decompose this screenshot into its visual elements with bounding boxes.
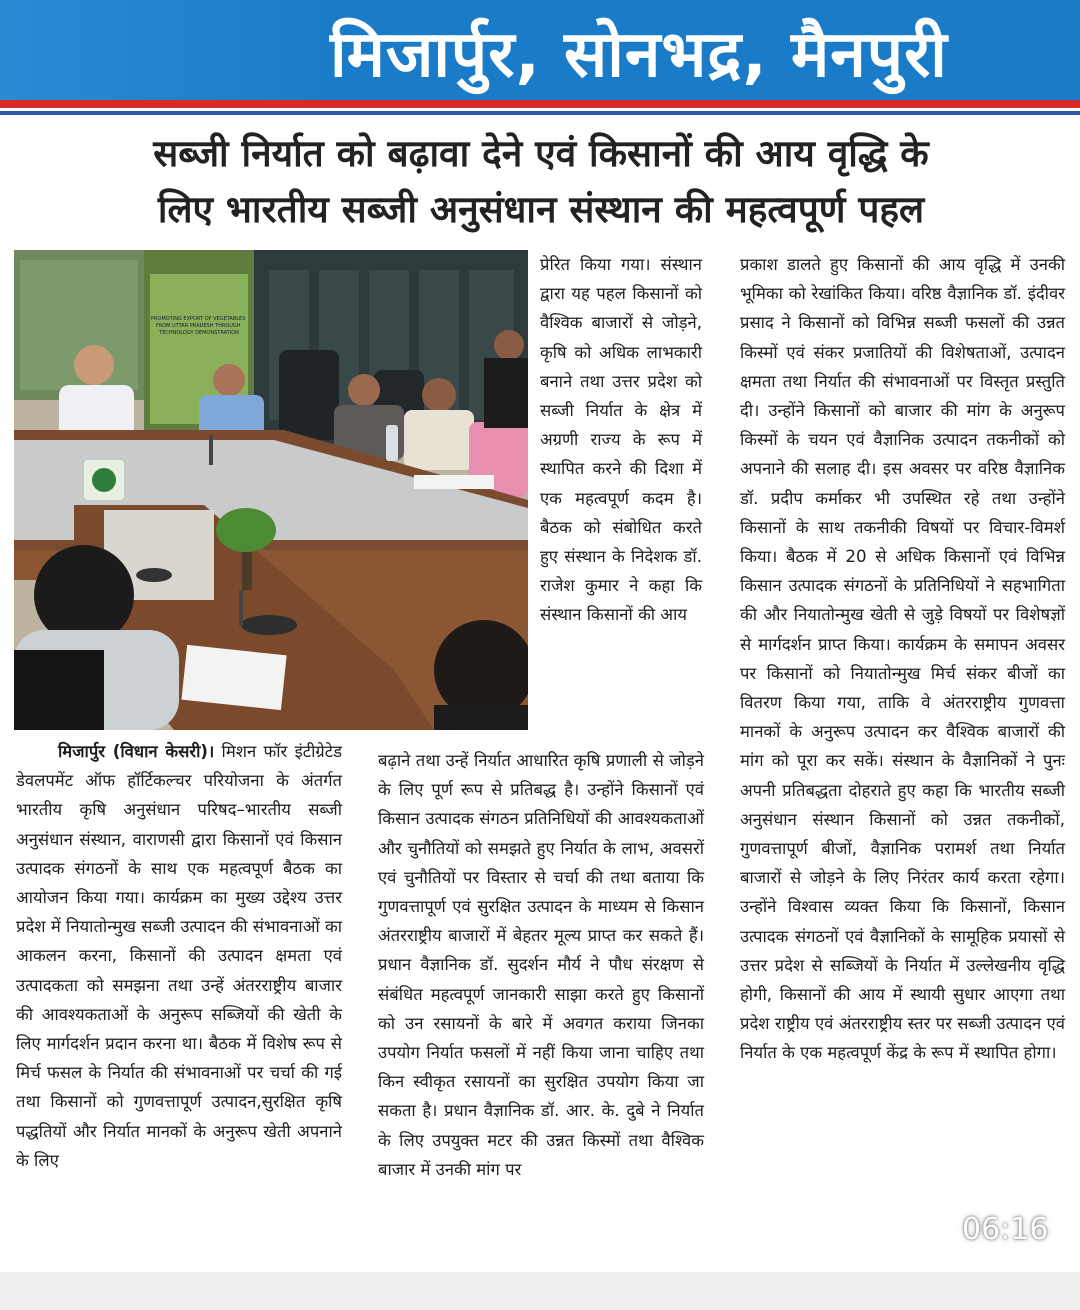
headline-line-2: लिए भारतीय सब्जी अनुसंधान संस्थान की महत्वपूर्ण पहल [157,188,925,231]
masthead-strip [0,0,330,100]
masthead-red-rule [0,100,1080,108]
column-1 [16,737,342,1175]
masthead-band [0,0,1080,100]
headline-line-1: सब्जी निर्यात को बढ़ावा देने एवं किसानों की आय वृद्धि के [153,132,929,175]
masthead-blue-rule [0,111,1080,115]
column-2-top [540,250,702,630]
meeting-photo [14,250,528,730]
column-2-bottom-text: बढ़ाने तथा उन्हें निर्यात आधारित कृषि प्रणाली से जोड़ने के लिए पूर्ण रूप से प्रतिबद्ध है। उन्होंने किसानों एवं किसान उत्पादक संगठन प्रतिनिधियों की आवश्यकताओं और चुनौतियों को समझते हुए निर्यात के लाभ, अवसरों एवं चुनौतियों पर विस्तार से चर्चा की तथा बताया कि गुणवत्तापूर्ण एवं सुरक्षित उत्पादन के माध्यम से किसान अंतरराष्ट्रीय बाजारों में बेहतर मूल्य प्राप्त कर सकते हैं। प्रधान वैज्ञानिक डॉ. सुदर्शन मौर्य ने पौध संरक्षण से संबंधित महत्वपूर्ण जानकारी साझा करते हुए किसानों को उन रसायनों के बारे में अवगत कराया जिनका उपयोग निर्यात फसलों में नहीं किया जाना चाहिए तथा किन स्वीकृत रसायनों का सुरक्षित उपयोग किया जा सकता है। प्रधान वैज्ञानिक डॉ. आर. के. दुबे ने निर्यात के लिए उपयुक्त मटर की उन्नत किस्मों तथा वैश्विक बाजार में उनकी मांग पर [378,751,704,1179]
region-title: मिजार्पुर, सोनभद्र, मैनपुरी [330,18,948,92]
status-clock: 06:16 [962,1212,1049,1247]
article-headline [16,126,1066,238]
column-2-top-text: प्रेरित किया गया। संस्थान द्वारा यह पहल किसानों को वैश्विक बाजारों से जोड़ने, कृषि को अधिक लाभकारी बनाने तथा उत्तर प्रदेश को सब्जी निर्यात के क्षेत्र में अग्रणी राज्य के रूप में स्थापित करने की दिशा में एक महत्वपूर्ण कदम है। बैठक को संबोधित करते हुए संस्थान के निदेशक डॉ. राजेश कुमार ने कहा कि संस्थान किसानों की आय [540,255,702,625]
backdrop-banner-text: PROMOTING EXPORT OF VEGETABLES FROM UTTAR PRADESH THROUGH TECHNOLOGY DEMONSTRATION [151,316,246,336]
column-3-text: प्रकाश डालते हुए किसानों की आय वृद्धि में उनकी भूमिका को रेखांकित किया। वरिष्ठ वैज्ञानिक डॉ. इंदीवर प्रसाद ने किसानों को विभिन्न सब्जी फसलों की उन्नत किस्मों एवं संकर प्रजातियों की विशेषताओं, उत्पादन क्षमता तथा निर्यात की संभावनाओं पर विस्तृत प्रस्तुति दी। उन्होंने किसानों को बाजार की मांग के अनुरूप किस्मों के चयन एवं वैज्ञानिक उत्पादन तकनीकों को अपनाने की सलाह दी। इस अवसर पर वरिष्ठ वैज्ञानिक डॉ. प्रदीप कर्माकर भी उपस्थित रहे तथा उन्होंने किसानों के साथ तकनीकी विषयों पर विचार-विमर्श किया। बैठक में 20 से अधिक किसानों एवं विभिन्न किसान उत्पादक संगठनों के प्रतिनिधियों ने सहभागिता की और नियातोन्मुख खेती से जुड़े विषयों पर विशेषज्ञों से मार्गदर्शन प्राप्त किया। कार्यक्रम के समापन अवसर पर किसानों को नियातोन्मुख मिर्च संकर बीजों का वितरण किया गया, ताकि वे अंतरराष्ट्रीय गुणवत्ता मानकों के अनुरूप उत्पादन कर वैश्विक बाजारों की मांग को पूरा कर सकें। संस्थान के वैज्ञानिकों ने पुनः अपनी प्रतिबद्धता दोहराते हुए कहा कि भारतीय सब्जी अनुसंधान संस्थान किसानों को उन्नत तकनीकों, गुणवत्तापूर्ण बीजों, वैज्ञानिक परामर्श तथा निर्यात बाजारों से जोड़ने के लिए निरंतर कार्य करता रहेगा। उन्होंने विश्वास व्यक्त किया कि किसानों, किसान उत्पादक संगठनों एवं वैज्ञानिकों के सामूहिक प्रयासों से उत्तर प्रदेश से सब्जियों के निर्यात में उल्लेखनीय वृद्धि होगी, किसानों की आय में स्थायी सुधार आएगा तथा प्रदेश राष्ट्रीय एवं अंतरराष्ट्रीय स्तर पर सब्जी उत्पादन एवं निर्यात के एक महत्वपूर्ण केंद्र के रूप में स्थापित होगा। [740,255,1065,1063]
dateline: मिजार्पुर (विधान केसरी)। [58,742,215,761]
meeting-photo-illustration [14,250,528,730]
column-3 [740,250,1065,1068]
column-1-text: मिशन फॉर इंटीग्रेटेड डेवलपमेंट ऑफ हॉर्टिकल्चर परियोजना के अंतर्गत भारतीय कृषि अनुसंधान परिषद–भारतीय सब्जी अनुसंधान संस्थान, वाराणसी द्वारा किसानों एवं किसान उत्पादक संगठनों के साथ एक महत्वपूर्ण बैठक का आयोजन किया गया। कार्यक्रम का मुख्य उद्देश्य उत्तर प्रदेश में नियातोन्मुख सब्जी उत्पादन की संभावनाओं का आकलन करना, किसानों की उत्पादन क्षमता एवं उत्पादकता को समझना तथा उन्हें अंतरराष्ट्रीय बाजार की आवश्यकताओं के अनुरूप सब्जियों की खेती के लिए मार्गदर्शन प्रदान करना था। बैठक में विशेष रूप से मिर्च फसल के निर्यात की संभावनाओं पर चर्चा की गई तथा किसानों को गुणवत्तापूर्ण उत्पादन,सुरक्षित कृषि पद्धतियों और निर्यात मानकों के अनुरूप खेती अपनाने के लिए [16,742,342,1170]
column-2-bottom [378,746,704,1184]
